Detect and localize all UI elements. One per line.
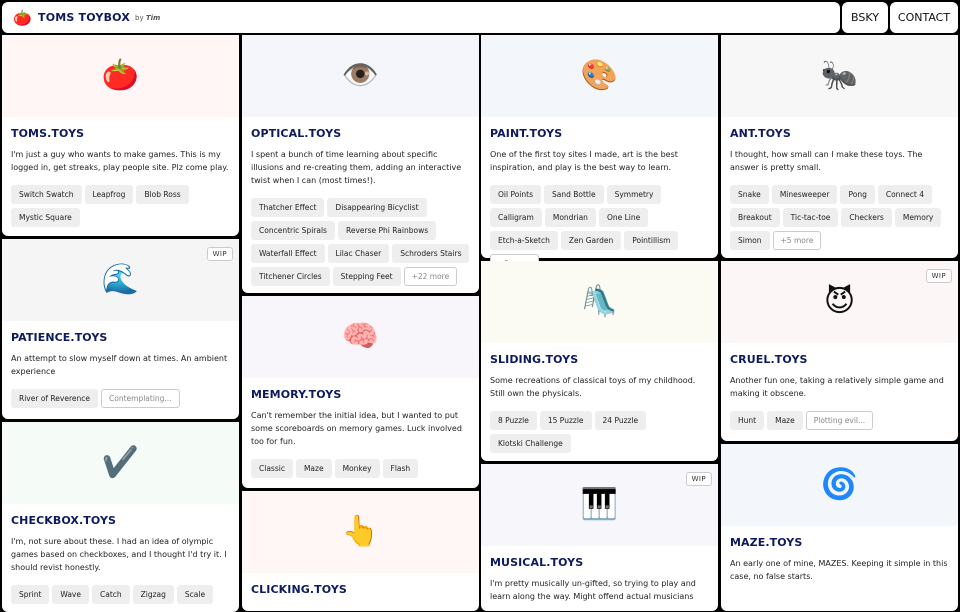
game-tag-list	[490, 185, 710, 273]
game-tag[interactable]: Lilac Chaser	[328, 244, 390, 263]
card-description: Another fun one, taking a relatively simple game and making it obscene.	[730, 376, 944, 398]
card-title[interactable]: PATIENCE.TOYS	[11, 331, 108, 344]
game-tag[interactable]: Wave	[52, 585, 89, 604]
more-games-tag[interactable]: +22 more	[404, 267, 458, 286]
tomato-logo-icon[interactable]: 🍅	[13, 8, 32, 27]
game-tag[interactable]: Concentric Spirals	[251, 221, 335, 240]
patience-emoji-icon: 🌊	[101, 262, 140, 297]
game-tag[interactable]: Simon	[730, 231, 770, 250]
checkbox-emoji-icon: ✔️	[101, 445, 140, 480]
game-tag-list	[730, 411, 950, 430]
cruel-toy-card[interactable]	[721, 261, 958, 441]
site-title[interactable]: TOMS TOYBOX	[38, 11, 131, 24]
game-tag[interactable]: Flash	[383, 459, 419, 478]
game-tag[interactable]: Leapfrog	[85, 185, 134, 204]
card-title[interactable]: CRUEL.TOYS	[730, 353, 808, 366]
game-tag[interactable]: River of Reverence	[11, 389, 98, 408]
game-tag[interactable]: Titchener Circles	[251, 267, 330, 286]
game-tag[interactable]: Sand Bottle	[544, 185, 604, 204]
game-tag[interactable]: Scale	[177, 585, 213, 604]
maze-emoji-icon: 🌀	[820, 467, 859, 502]
game-tag[interactable]: Pong	[840, 185, 874, 204]
game-tag[interactable]: Catch	[92, 585, 130, 604]
card-description: I'm pretty musically un-gifted, so trying to play and learn along the way. Might offend actual musicians	[490, 579, 696, 601]
game-tag[interactable]: 24 Puzzle	[595, 411, 647, 430]
game-tag[interactable]: Maze	[767, 411, 803, 430]
card-description: Some recreations of classical toys of my childhood. Still own the physicals.	[490, 376, 696, 398]
card-title[interactable]: SLIDING.TOYS	[490, 353, 579, 366]
game-tag[interactable]: Tic-tac-toe	[783, 208, 839, 227]
game-tag[interactable]: Switch Swatch	[11, 185, 82, 204]
game-tag-list	[490, 411, 710, 453]
card-description: An attempt to slow myself down at times. An ambient experience	[11, 354, 228, 376]
game-tag[interactable]: Calligram	[490, 208, 542, 227]
card-title[interactable]: CHECKBOX.TOYS	[11, 514, 117, 527]
card-artwork[interactable]	[721, 444, 958, 526]
game-tag-list	[251, 198, 471, 286]
card-artwork[interactable]	[481, 35, 718, 117]
more-games-tag[interactable]: +5 more	[773, 231, 822, 250]
sliding-toy-card[interactable]	[481, 261, 718, 461]
paint-toy-card[interactable]	[481, 35, 718, 258]
game-tag[interactable]: Zen Garden	[561, 231, 621, 250]
card-description: An early one of mine, MAZES. Keeping it simple in this case, no false starts.	[730, 559, 948, 581]
game-tag[interactable]: Classic	[251, 459, 293, 478]
game-tag[interactable]: Memory	[895, 208, 942, 227]
game-tag[interactable]: Mystic Square	[11, 208, 80, 227]
bsky-button[interactable]: BSKY	[842, 2, 888, 33]
ant-emoji-icon: 🐜	[820, 58, 859, 93]
ant-toy-card[interactable]	[721, 35, 958, 258]
card-title[interactable]: TOMS.TOYS	[11, 127, 85, 140]
game-tag[interactable]: 8 Puzzle	[490, 411, 537, 430]
card-description: I spent a bunch of time learning about specific illusions and re-creating them, adding an interactive twist when I can (most times!).	[251, 150, 462, 185]
card-title[interactable]: CLICKING.TOYS	[251, 583, 347, 596]
game-tag[interactable]: Blob Ross	[136, 185, 188, 204]
patience-toy-card[interactable]	[2, 239, 239, 419]
game-tag[interactable]: Breakout	[730, 208, 780, 227]
card-title[interactable]: MUSICAL.TOYS	[490, 556, 584, 569]
game-tag[interactable]: One Line	[599, 208, 648, 227]
card-description: I thought, how small can I make these toys. The answer is pretty small.	[730, 150, 923, 172]
card-description: Can't remember the initial idea, but I wanted to put some scoreboards on memory games. Luck involved too for fun.	[251, 411, 462, 446]
site-header	[2, 2, 840, 33]
card-artwork[interactable]	[721, 35, 958, 117]
game-tag-list	[251, 459, 471, 478]
card-artwork[interactable]	[242, 296, 479, 378]
game-tag[interactable]: Disappearing Bicyclist	[327, 198, 426, 217]
card-description: I'm, not sure about these. I had an idea of olympic games based on checkboxes, and I thought I'd try it. I should revist honestly.	[11, 537, 227, 572]
clicking-emoji-icon: 👆	[341, 514, 380, 549]
card-artwork[interactable]	[481, 261, 718, 343]
game-tag-list	[11, 185, 231, 227]
checkbox-toy-card[interactable]	[2, 422, 239, 612]
toms-toy-card[interactable]	[2, 35, 239, 236]
game-tag[interactable]: Mondrian	[545, 208, 596, 227]
game-tag[interactable]: Waterfall Effect	[251, 244, 325, 263]
card-artwork[interactable]	[2, 422, 239, 504]
card-artwork[interactable]	[481, 464, 718, 546]
sliding-emoji-icon: 🛝	[580, 284, 619, 319]
byline: by Tim	[135, 13, 161, 22]
optical-emoji-icon: 👁️	[341, 58, 380, 93]
card-artwork[interactable]	[721, 261, 958, 343]
card-description: One of the first toy sites I made, art is the best inspiration, and play is the best way to learn.	[490, 150, 678, 172]
game-tag-list	[11, 389, 231, 408]
game-tag[interactable]: Pointillism	[624, 231, 678, 250]
wip-badge: WIP	[207, 247, 233, 261]
card-title[interactable]: MEMORY.TOYS	[251, 388, 342, 401]
game-tag[interactable]: Stepping Feet	[333, 267, 401, 286]
card-description: I'm just a guy who wants to make games. This is my logged in, get streaks, play people site. Plz come play.	[11, 150, 229, 172]
musical-emoji-icon: 🎹	[580, 487, 619, 522]
card-artwork[interactable]	[242, 491, 479, 573]
contact-button[interactable]: CONTACT	[890, 2, 958, 33]
card-artwork[interactable]	[2, 239, 239, 321]
card-artwork[interactable]	[2, 35, 239, 117]
game-tag[interactable]: Checkers	[841, 208, 891, 227]
game-tag[interactable]: Schroders Stairs	[392, 244, 469, 263]
card-title[interactable]: PAINT.TOYS	[490, 127, 563, 140]
clicking-toy-card[interactable]	[242, 491, 479, 611]
card-artwork[interactable]	[242, 35, 479, 117]
paint-emoji-icon: 🎨	[580, 58, 619, 93]
game-tag[interactable]: Minesweeper	[772, 185, 838, 204]
game-tag[interactable]: Monkey	[335, 459, 380, 478]
more-games-tag[interactable]: Contemplating...	[101, 389, 180, 408]
card-title[interactable]: OPTICAL.TOYS	[251, 127, 342, 140]
cruel-emoji-icon: 😈	[823, 284, 856, 319]
game-tag-list	[11, 585, 231, 604]
game-tag[interactable]: Etch-a-Sketch	[490, 231, 558, 250]
game-tag[interactable]: 15 Puzzle	[540, 411, 592, 430]
game-tag[interactable]: Klotski Challenge	[490, 434, 571, 453]
card-title[interactable]: MAZE.TOYS	[730, 536, 803, 549]
game-tag[interactable]: Connect 4	[878, 185, 932, 204]
game-tag[interactable]: Maze	[296, 459, 332, 478]
game-tag[interactable]: Hunt	[730, 411, 764, 430]
game-tag[interactable]: Oil Points	[490, 185, 541, 204]
wip-badge: WIP	[926, 269, 952, 283]
toms-emoji-icon: 🍅	[101, 58, 140, 93]
game-tag[interactable]: Snake	[730, 185, 769, 204]
game-tag[interactable]: Thatcher Effect	[251, 198, 324, 217]
game-tag[interactable]: Symmetry	[607, 185, 662, 204]
musical-toy-card[interactable]	[481, 464, 718, 611]
maze-toy-card[interactable]	[721, 444, 958, 611]
game-tag-list	[730, 185, 950, 250]
wip-badge: WIP	[686, 472, 712, 486]
memory-toy-card[interactable]	[242, 296, 479, 488]
game-tag[interactable]: Sprint	[11, 585, 49, 604]
memory-emoji-icon: 🧠	[341, 319, 380, 354]
card-title[interactable]: ANT.TOYS	[730, 127, 791, 140]
optical-toy-card[interactable]	[242, 35, 479, 293]
more-games-tag[interactable]: Plotting evil...	[806, 411, 873, 430]
game-tag[interactable]: Reverse Phi Rainbows	[338, 221, 436, 240]
game-tag[interactable]: Zigzag	[133, 585, 174, 604]
